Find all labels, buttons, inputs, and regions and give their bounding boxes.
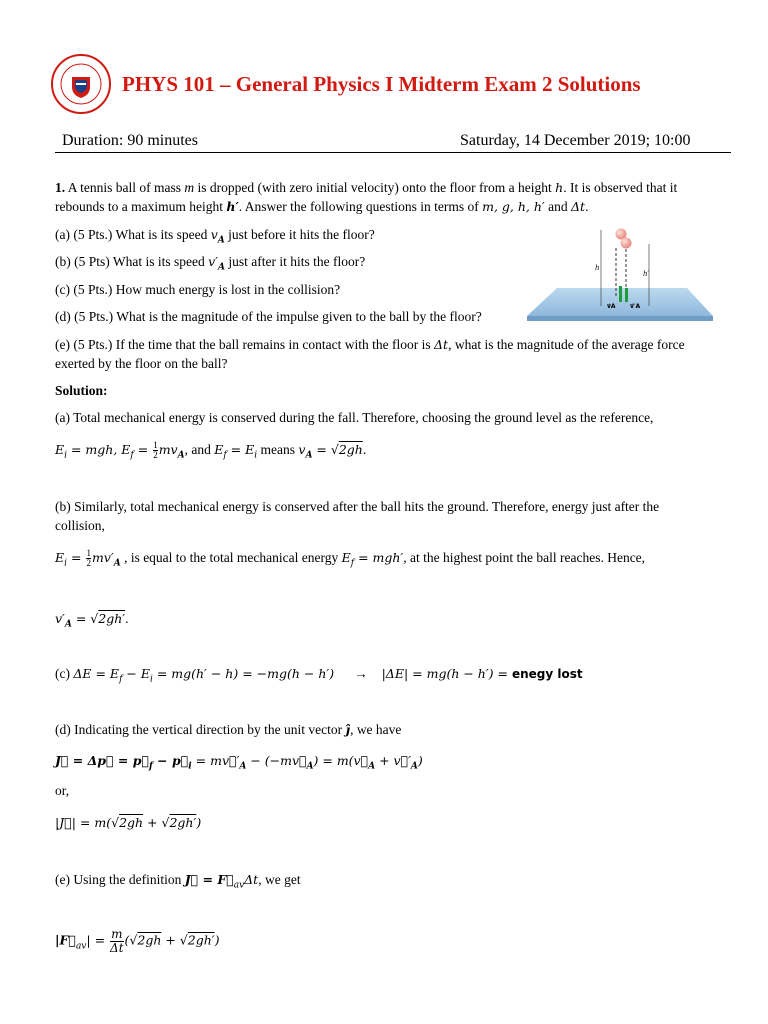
energy-lost-label: enegy lost (511, 667, 583, 681)
sub: A (113, 558, 121, 569)
text: , at the highest point the ball reaches. Hence, (403, 550, 646, 565)
eq: − (−mv⃗ (246, 753, 307, 768)
label-hprime: h′ (643, 270, 650, 278)
eq: − p⃗ (152, 753, 189, 768)
var-hprime: h′ (226, 199, 239, 214)
text: means (257, 442, 299, 457)
eq: | = (86, 932, 110, 948)
eq: = mv⃗′ (191, 753, 240, 768)
solution-b-result (55, 609, 129, 635)
eq: E (55, 550, 65, 565)
label-vpa: v⃗′A (630, 303, 641, 310)
eq: − E (122, 666, 150, 681)
eq: 2gh′ (98, 611, 126, 626)
fraction-m-dt (110, 928, 124, 955)
eq: v (298, 442, 306, 457)
sub: A (368, 761, 376, 772)
eq: (√ (124, 932, 138, 948)
text: (d) Indicating the vertical direction by the unit vector (55, 722, 346, 737)
eq: 2gh′ (169, 815, 197, 830)
sub: i (149, 674, 153, 685)
text: , and (184, 442, 215, 457)
solution-b-text1: (b) Similarly, total mechanical energy is conserved after the ball hits the ground. Therefore, energy just after the (55, 499, 660, 514)
text: , what is the magnitude of the average force (448, 337, 685, 352)
unit-vector: ĵ (345, 722, 351, 737)
solution-a-text: (a) Total mechanical energy is conserved during the fall. Therefore, choosing the ground level as the reference, (55, 410, 654, 425)
eq: = mg(h′ − h) = −mg(h − h′) (152, 666, 335, 681)
var-vprime: v′ (208, 254, 219, 269)
eq: ) (196, 815, 202, 830)
eq: 2gh (137, 932, 162, 948)
label-va: v⃗A (607, 303, 616, 310)
question-a (55, 225, 375, 251)
eq: = √ (71, 611, 99, 626)
den: Δt (110, 941, 124, 955)
page-title: PHYS 101 – General Physics I Midterm Exam 2 Solutions (122, 72, 641, 96)
eq: 2gh (119, 815, 144, 830)
text: is dropped (with zero initial velocity) onto the floor from a height (194, 180, 556, 195)
label-h: h (595, 264, 600, 272)
eq: = mgh′ (354, 550, 404, 565)
text: . (362, 442, 367, 457)
sub: A (177, 450, 185, 461)
eq: = E (226, 442, 255, 457)
var-dt: Δt (571, 199, 586, 214)
var-dt: Δt (434, 337, 449, 352)
text: , is equal to the total mechanical energy (120, 550, 342, 565)
question-d: (d) (5 Pts.) What is the magnitude of the impulse given to the ball by the floor? (55, 309, 482, 324)
num: m (111, 927, 123, 941)
question-e-line2: exerted by the floor on the ball? (55, 356, 228, 371)
sub: A (218, 262, 225, 273)
text: rebounds to a maximum height (55, 199, 227, 214)
eq: J⃗ = F⃗ (184, 872, 234, 887)
sub: A (410, 761, 418, 772)
eq: ) = m(v⃗ (313, 753, 369, 768)
solution-heading: Solution: (55, 383, 108, 398)
sub: av (75, 941, 87, 952)
text: (e) Using the definition (55, 872, 185, 887)
text: A tennis ball of mass (65, 180, 185, 195)
solution-d-magnitude (55, 813, 201, 832)
question-intro-line1 (55, 178, 677, 197)
var-h: h (555, 180, 564, 195)
solution-b-equation (55, 548, 645, 574)
eq: v′ (55, 611, 65, 626)
sub: A (64, 619, 72, 630)
text: . Answer the following questions in terms of (238, 199, 483, 214)
num: 1 (86, 548, 91, 559)
var-v: v (210, 227, 218, 242)
solution-a-equation (55, 440, 366, 466)
solution-d-text (55, 720, 401, 739)
sub: f (350, 558, 355, 569)
eq: J⃗ = Δp⃗ = p⃗ (55, 753, 149, 768)
text: (b) (5 Pts) What is its speed (55, 254, 209, 269)
text: , we have (350, 722, 402, 737)
sub: i (254, 450, 258, 461)
solution-e-text (55, 870, 301, 896)
eq: ΔE = E (73, 666, 120, 681)
sub: i (64, 558, 68, 569)
eq: ) (417, 753, 423, 768)
sub: A (217, 235, 225, 246)
eq: E (214, 442, 224, 457)
text: just after it hits the floor? (225, 254, 366, 269)
fraction-half (153, 441, 158, 460)
eq: |F⃗ (55, 932, 76, 948)
eq: E (341, 550, 351, 565)
sub: f (119, 674, 123, 685)
sub: f (130, 450, 134, 461)
solution-e-equation (55, 928, 220, 956)
text: . (125, 611, 129, 626)
eq: = mgh, E (67, 442, 131, 457)
question-e-line1 (55, 335, 685, 354)
sub: A (305, 450, 313, 461)
num: 1 (153, 440, 158, 451)
eq: = (133, 442, 153, 457)
text: . (585, 199, 589, 214)
eq: + v⃗′ (375, 753, 411, 768)
solution-d-or: or, (55, 783, 70, 798)
arrow: → (354, 666, 368, 681)
sub: i (188, 761, 192, 772)
var-m: m (184, 180, 195, 195)
exam-date: Saturday, 14 December 2019; 10:00 (460, 132, 691, 149)
text: just before it hits the floor? (224, 227, 375, 242)
question-number: 1. (55, 180, 66, 195)
eq: E (55, 442, 65, 457)
text: , we get (258, 872, 301, 887)
sub: A (306, 761, 314, 772)
eq: 2gh (338, 442, 363, 457)
var-list: m, g, h, h′ (482, 199, 545, 214)
eq: 2gh′ (187, 932, 215, 948)
fraction-half (86, 549, 91, 568)
sub: av (233, 880, 245, 891)
solution-b-text2: collision, (55, 518, 105, 533)
den: 2 (86, 558, 91, 569)
university-logo (50, 53, 112, 115)
header-divider (55, 152, 731, 153)
eq: |ΔE| = mg(h − h′) = (381, 666, 512, 681)
solution-c (55, 664, 583, 690)
sub: f (148, 761, 153, 772)
sub: A (239, 761, 247, 772)
eq: mv (158, 442, 178, 457)
eq: |J⃗| = m(√ (55, 815, 120, 830)
den: 2 (153, 450, 158, 461)
sub: f (223, 450, 227, 461)
text: (e) (5 Pts.) If the time that the ball remains in contact with the floor is (55, 337, 435, 352)
eq: = (67, 550, 86, 565)
eq: + √ (143, 815, 170, 830)
sub: i (64, 450, 68, 461)
eq: + √ (161, 932, 188, 948)
text: (c) (55, 666, 74, 681)
exam-duration: Duration: 90 minutes (62, 132, 198, 149)
text: (a) (5 Pts.) What is its speed (55, 227, 211, 242)
solution-d-equation (55, 751, 423, 777)
text: and (544, 199, 571, 214)
question-intro-line2 (55, 197, 588, 216)
eq: ) (214, 932, 220, 948)
question-b (55, 252, 365, 278)
eq: Δt (244, 872, 259, 887)
eq: mv′ (91, 550, 114, 565)
ball-bounce-figure (527, 222, 713, 330)
text: . It is observed that it (563, 180, 678, 195)
eq: = √ (312, 442, 339, 457)
question-c: (c) (5 Pts.) How much energy is lost in the collision? (55, 282, 341, 297)
